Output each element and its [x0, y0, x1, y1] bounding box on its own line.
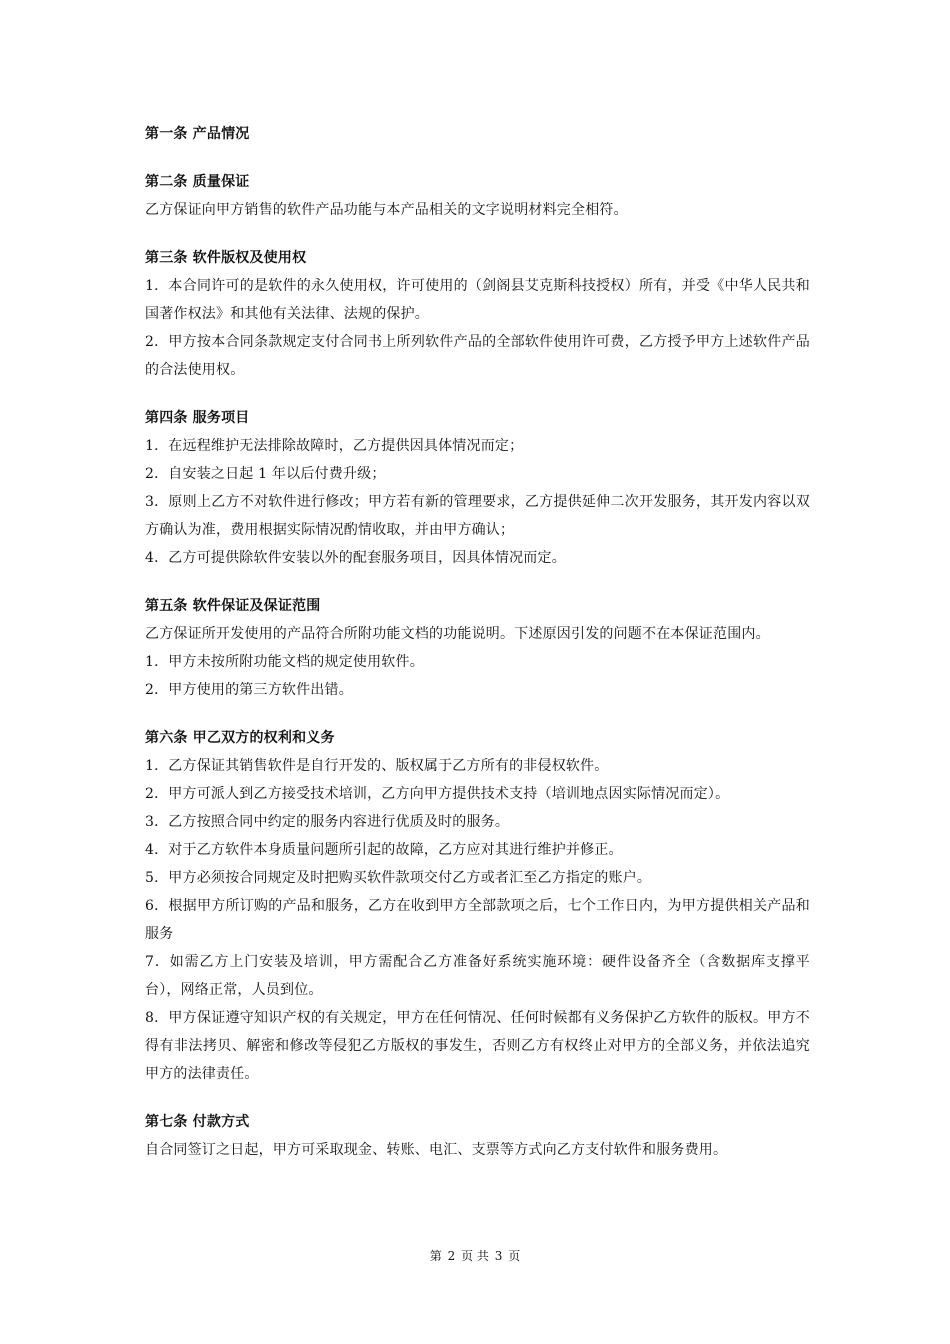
footer-label-pages: 页 [508, 1249, 521, 1263]
total-pages-number: 3 [494, 1249, 503, 1263]
paragraph: 8．甲方保证遵守知识产权的有关规定，甲方在任何情况、任何时候都有义务保护乙方软件的版权。甲方不得有非法拷贝、解密和修改等侵犯乙方版权的事发生，否则乙方有权终止对甲方的全部义务，并依法追究甲方的法律责任。 [145, 1010, 810, 1082]
article-title: 第七条 付款方式 [145, 1114, 250, 1130]
article-1 [145, 120, 810, 148]
paragraph: 乙方保证向甲方销售的软件产品功能与本产品相关的文字说明材料完全相符。 [145, 202, 628, 218]
article-5 [145, 592, 810, 704]
paragraph: 1．甲方未按所附功能文档的规定使用软件。 [145, 654, 424, 670]
paragraph: 2．甲方使用的第三方软件出错。 [145, 682, 353, 698]
article-title: 第三条 软件版权及使用权 [145, 250, 307, 266]
paragraph: 1．在远程维护无法排除故障时，乙方提供因具体情况而定； [145, 438, 524, 454]
article-title: 第二条 质量保证 [145, 174, 250, 190]
paragraph: 乙方保证所开发使用的产品符合所附功能文档的功能说明。下述原因引发的问题不在本保证范围内。 [145, 626, 770, 642]
footer-label-of: 页 共 [461, 1249, 489, 1263]
article-6 [145, 724, 810, 1088]
paragraph: 6．根据甲方所订购的产品和服务，乙方在收到甲方全部款项之后，七个工作日内，为甲方提供相关产品和服务 [145, 898, 810, 942]
article-title: 第五条 软件保证及保证范围 [145, 598, 321, 614]
paragraph: 2．甲方可派人到乙方接受技术培训，乙方向甲方提供技术支持（培训地点因实际情况而定）。 [145, 786, 730, 802]
article-title: 第六条 甲乙双方的权利和义务 [145, 730, 335, 746]
current-page-number: 2 [447, 1249, 456, 1263]
paragraph: 4．对于乙方软件本身质量问题所引起的故障，乙方应对其进行维护并修正。 [145, 842, 623, 858]
document-body [145, 120, 810, 1184]
paragraph: 3．乙方按照合同中约定的服务内容进行优质及时的服务。 [145, 814, 510, 830]
paragraph: 1．本合同许可的是软件的永久使用权，许可使用的（剑阁县艾克斯科技授权）所有，并受《中华人民共和国著作权法》和其他有关法律、法规的保护。 [145, 278, 810, 322]
article-3 [145, 244, 810, 384]
article-4 [145, 404, 810, 572]
paragraph: 5．甲方必须按合同规定及时把购买软件款项交付乙方或者汇至乙方指定的账户。 [145, 870, 652, 886]
paragraph: 1．乙方保证其销售软件是自行开发的、版权属于乙方所有的非侵权软件。 [145, 758, 609, 774]
article-2 [145, 168, 810, 224]
paragraph: 7．如需乙方上门安装及培训，甲方需配合乙方准备好系统实施环境：硬件设备齐全（含数据库支撑平台），网络正常，人员到位。 [145, 954, 810, 998]
paragraph: 自合同签订之日起，甲方可采取现金、转账、电汇、支票等方式向乙方支付软件和服务费用。 [145, 1142, 728, 1158]
paragraph: 2．甲方按本合同条款规定支付合同书上所列软件产品的全部软件使用许可费，乙方授予甲方上述软件产品的合法使用权。 [145, 334, 810, 378]
page-footer [0, 1246, 950, 1266]
article-7 [145, 1108, 810, 1164]
article-title: 第一条 产品情况 [145, 126, 250, 142]
article-title: 第四条 服务项目 [145, 410, 250, 426]
footer-label-page: 第 [429, 1249, 442, 1263]
paragraph: 4．乙方可提供除软件安装以外的配套服务项目，因具体情况而定。 [145, 550, 566, 566]
paragraph: 3．原则上乙方不对软件进行修改；甲方若有新的管理要求，乙方提供延伸二次开发服务，其开发内容以双方确认为准，费用根据实际情况酌情收取，并由甲方确认； [145, 494, 810, 538]
paragraph: 2．自安装之日起 1 年以后付费升级； [145, 466, 386, 482]
